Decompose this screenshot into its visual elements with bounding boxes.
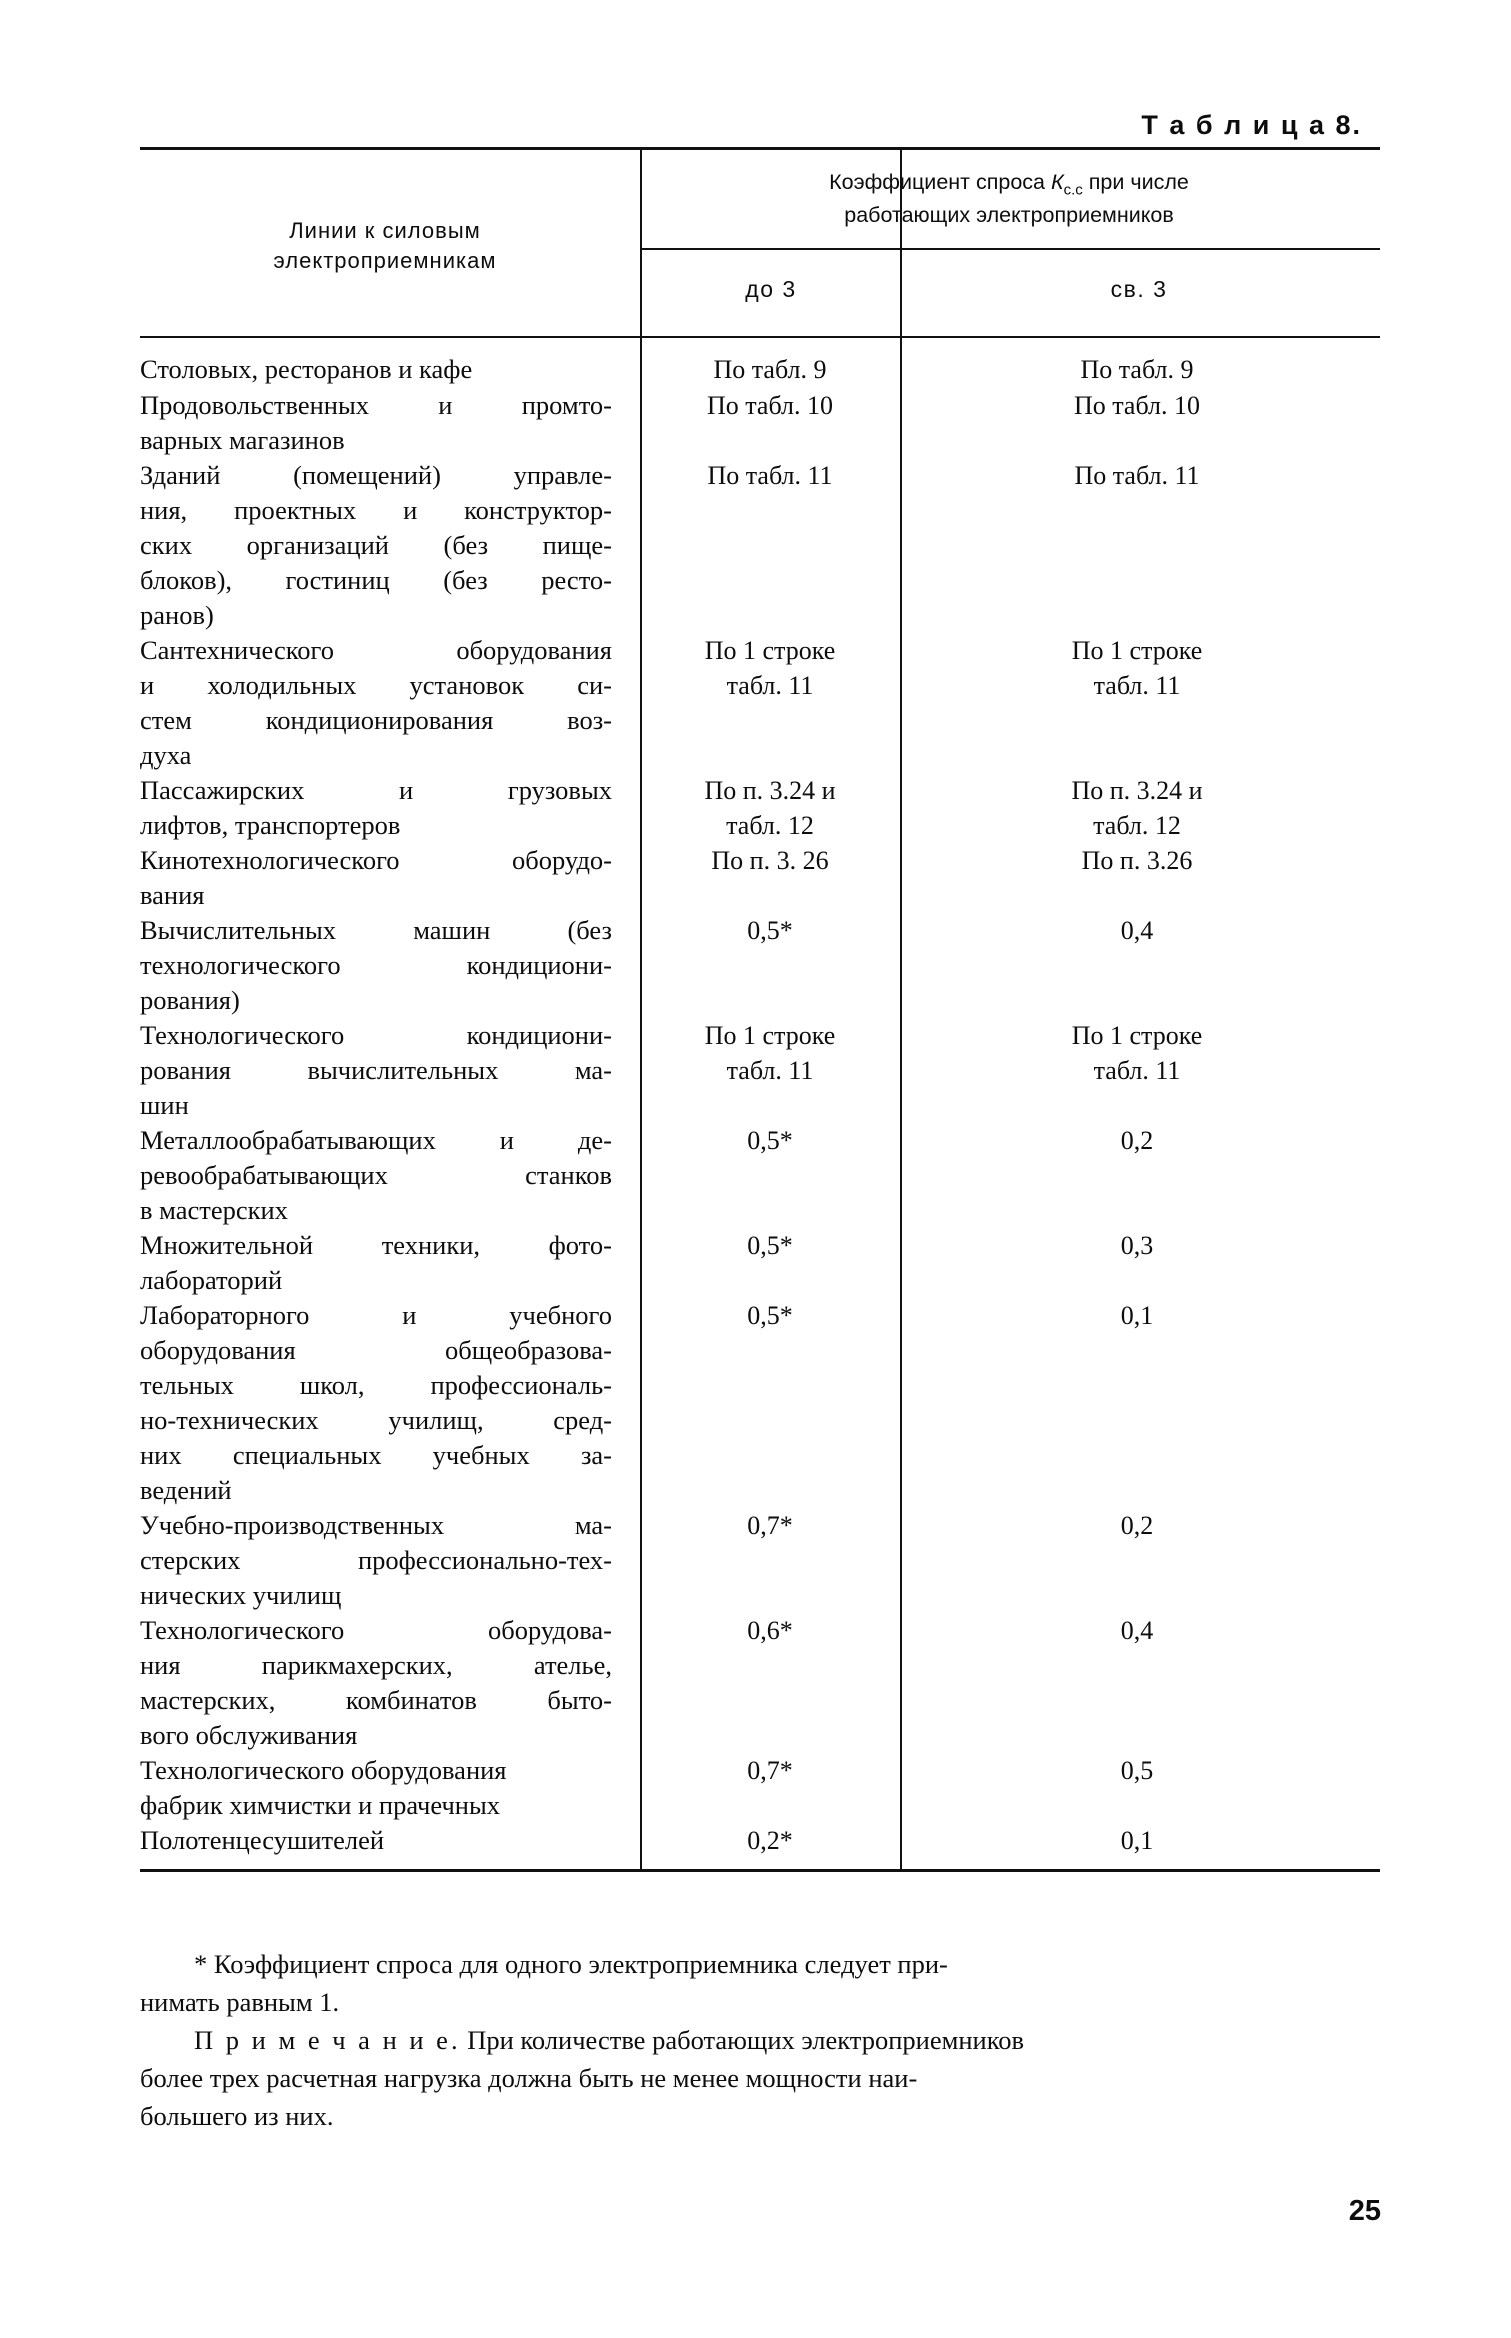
row-value-col2: По п. 3.24 и табл. 12 [1071,776,1203,840]
row-label: Кинотехнологического оборудо- вания [140,845,612,910]
header-middle-rule [642,248,1380,250]
row-value-col2: По 1 строке табл. 11 [1071,636,1203,700]
row-label: Металлообрабатывающих и де- ревообрабатывающих станков в мастерских [140,1125,612,1225]
row-value-col2: 0,2 [1120,1126,1154,1155]
row-label: Технологического кондициони- рования вычислительных ма- шин [140,1020,612,1120]
row-label: Учебно-производственных ма- стерских профессионально-тех- нических училищ [140,1510,612,1610]
table-row [140,388,1380,458]
table-row [140,843,1380,913]
table-row [140,458,1380,633]
header-group-title-part-b: при числе [1082,170,1189,194]
row-value-col2: 0,1 [1120,1301,1154,1330]
table-row [140,1228,1380,1298]
row-label: Зданий (помещений) управле- ния, проектных и конструктор- ских организаций (без пище- блоков), гостиниц (без ресто- ранов) [140,460,612,630]
header-vertical-rule-1 [640,150,642,336]
footnote-star-line1: * Коэффициент спроса для одного электроприемника следует при- [194,1949,948,1979]
row-value-col1: 0,5* [747,916,793,945]
note-line1 [140,2021,1380,2059]
row-label: Технологического оборудова- ния парикмахерских, ателье, мастерских, комбинатов быто- вого обслуживания [140,1615,612,1750]
table-row [140,1613,1380,1753]
header-left-column [140,216,630,275]
table-block [140,110,1380,1872]
header-group-title-part-a: Коэффициент спроса [829,170,1051,194]
footnotes-block [140,1945,1380,2135]
row-label: Полотенцесушителей [140,1825,385,1855]
header-subcolumn-1: до 3 [745,276,797,302]
row-value-col2: 0,1 [1120,1826,1154,1855]
row-label: Столовых, ресторанов и кафе [140,354,473,384]
row-value-col2: По 1 строке табл. 11 [1071,1021,1203,1085]
row-value-col1: 0,6* [747,1616,793,1645]
header-left-line1: Линии к силовым [289,218,481,243]
table-row [140,1823,1380,1859]
table-bottom-rule [140,1869,1380,1872]
row-value-col1: По п. 3. 26 [711,846,829,875]
row-label: Пассажирских и грузовых лифтов, транспортеров [140,775,612,840]
row-label: Лабораторного и учебного оборудования общеобразова- тельных школ, профессиональ- но-технических училищ, сред- них специальных учебных за- ведений [140,1300,612,1505]
row-label: Сантехнического оборудования и холодильных установок си- стем кондиционирования воз- духа [140,635,612,770]
table-row [140,1298,1380,1508]
table-header [140,150,1380,336]
row-value-col2: По табл. 9 [1080,355,1194,384]
row-value-col1: 0,2* [747,1826,793,1855]
table-row [140,1753,1380,1823]
table-body [140,338,1380,1869]
table-caption: Т а б л и ц а 8. [1141,110,1362,140]
note-line3: большего из них. [140,2101,334,2131]
table-row [140,1508,1380,1613]
row-label: Множительной техники, фото- лабораторий [140,1230,612,1295]
header-symbol-k: К [1050,170,1064,194]
row-value-col1: 0,5* [747,1231,793,1260]
table-row [140,1123,1380,1228]
row-label: Вычислительных машин (без технологического кондициони- рования) [140,915,612,1015]
note-line1-text: При количестве работающих электроприемников [460,2025,1025,2055]
row-value-col2: 0,4 [1120,916,1154,945]
row-value-col2: 0,2 [1120,1511,1154,1540]
table-row [140,1018,1380,1123]
row-label: Технологического оборудования фабрик химчистки и прачечных [140,1755,507,1820]
row-value-col1: По табл. 11 [707,461,833,490]
table-rows [140,352,1380,1859]
page-number: 25 [1348,2195,1381,2227]
row-value-col2: 0,3 [1120,1231,1154,1260]
row-value-col1: По п. 3.24 и табл. 12 [704,776,836,840]
row-value-col1: По табл. 10 [706,391,834,420]
table-row [140,633,1380,773]
row-value-col1: 0,7* [747,1756,793,1785]
row-value-col2: 0,5 [1120,1756,1154,1785]
table-row [140,913,1380,1018]
row-label: Продовольственных и промто- варных магазинов [140,390,612,455]
table-row [140,352,1380,388]
header-group-title [645,168,1373,230]
row-value-col1: 0,5* [747,1126,793,1155]
row-value-col1: По 1 строке табл. 11 [704,636,836,700]
row-value-col1: 0,7* [747,1511,793,1540]
row-value-col2: 0,4 [1120,1616,1154,1645]
row-value-col1: 0,5* [747,1301,793,1330]
row-value-col1: По табл. 9 [713,355,827,384]
row-value-col2: По табл. 11 [1074,461,1200,490]
table-row [140,773,1380,843]
row-value-col2: По п. 3.26 [1081,846,1193,875]
header-subcolumn-2: св. 3 [1110,276,1168,302]
note-line2: более трех расчетная нагрузка должна быть не менее мощности наи- [140,2063,918,2093]
header-group-title-line2: работающих электроприемников [844,202,1174,227]
header-symbol-k-subscript: с.с [1063,181,1083,199]
row-value-col2: По табл. 10 [1073,391,1201,420]
row-value-col1: По 1 строке табл. 11 [704,1021,836,1085]
footnote-star-line2: нимать равным 1. [140,1987,340,2017]
header-left-line2: электроприемникам [273,247,497,273]
note-label: П р и м е ч а н и е. [194,2025,461,2055]
